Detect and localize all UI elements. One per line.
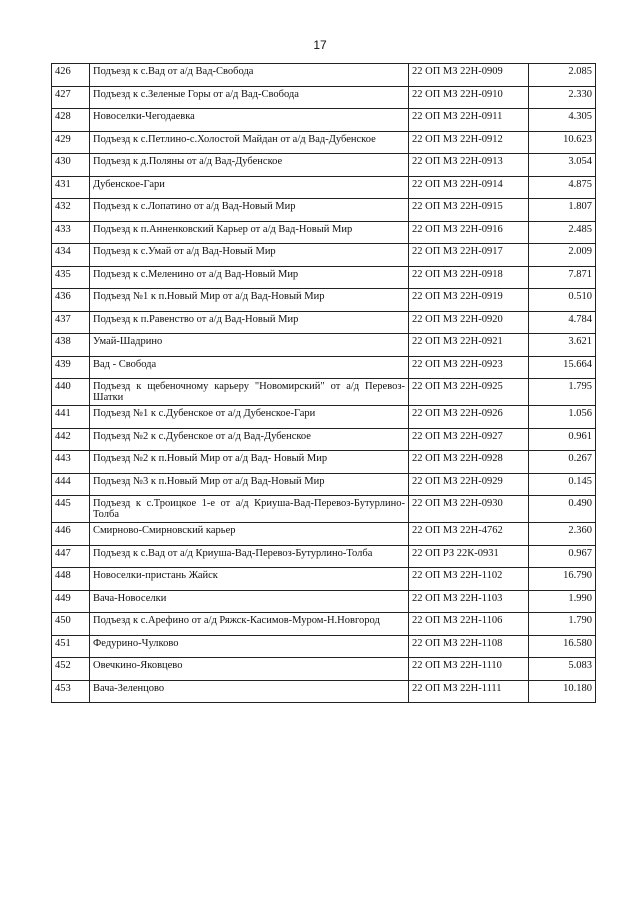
- table-row: [52, 613, 596, 636]
- road-length-cell: 2.330: [529, 86, 596, 109]
- road-length-cell: 15.664: [529, 356, 596, 379]
- table-row: [52, 473, 596, 496]
- road-code-cell: 22 ОП МЗ 22Н-0927: [409, 428, 529, 451]
- table-row: [52, 221, 596, 244]
- road-name-cell: Подъезд к с.Меленино от а/д Вад-Новый Мир: [90, 266, 409, 289]
- table-row: [52, 334, 596, 357]
- road-code-cell: 22 ОП МЗ 22Н-1110: [409, 658, 529, 681]
- table-row: [52, 428, 596, 451]
- row-number-cell: 440: [52, 379, 90, 406]
- row-number-cell: 441: [52, 406, 90, 429]
- row-number-cell: 443: [52, 451, 90, 474]
- road-name-cell: Новоселки-пристань Жайск: [90, 568, 409, 591]
- table-row: [52, 379, 596, 406]
- road-code-cell: 22 ОП МЗ 22Н-0925: [409, 379, 529, 406]
- road-name-cell: Подъезд №3 к п.Новый Мир от а/д Вад-Новый Мир: [90, 473, 409, 496]
- road-name-cell: Федурино-Чулково: [90, 635, 409, 658]
- table-row: [52, 590, 596, 613]
- road-name-cell: Вад - Свобода: [90, 356, 409, 379]
- road-name-cell: Подъезд №1 к с.Дубенское от а/д Дубенское-Гари: [90, 406, 409, 429]
- road-name-cell: Подъезд к п.Анненковский Карьер от а/д Вад-Новый Мир: [90, 221, 409, 244]
- road-length-cell: 3.054: [529, 154, 596, 177]
- row-number-cell: 429: [52, 131, 90, 154]
- road-name-cell: Умай-Шадрино: [90, 334, 409, 357]
- road-code-cell: 22 ОП МЗ 22Н-0910: [409, 86, 529, 109]
- table-row: [52, 658, 596, 681]
- road-code-cell: 22 ОП МЗ 22Н-0909: [409, 64, 529, 87]
- road-name-cell: Подъезд к с.Вад от а/д Вад-Свобода: [90, 64, 409, 87]
- road-name-cell: Подъезд к с.Умай от а/д Вад-Новый Мир: [90, 244, 409, 267]
- road-code-cell: 22 ОП МЗ 22Н-0919: [409, 289, 529, 312]
- road-code-cell: 22 ОП МЗ 22Н-0914: [409, 176, 529, 199]
- table-row: [52, 109, 596, 132]
- table-row: [52, 289, 596, 312]
- road-length-cell: 5.083: [529, 658, 596, 681]
- road-code-cell: 22 ОП МЗ 22Н-0921: [409, 334, 529, 357]
- road-name-cell: Новоселки-Чегодаевка: [90, 109, 409, 132]
- road-code-cell: 22 ОП МЗ 22Н-0917: [409, 244, 529, 267]
- road-length-cell: 16.790: [529, 568, 596, 591]
- table-row: [52, 64, 596, 87]
- road-length-cell: 0.267: [529, 451, 596, 474]
- road-code-cell: 22 ОП МЗ 22Н-0928: [409, 451, 529, 474]
- road-code-cell: 22 ОП МЗ 22Н-1106: [409, 613, 529, 636]
- row-number-cell: 439: [52, 356, 90, 379]
- road-length-cell: 0.145: [529, 473, 596, 496]
- road-name-cell: Подъезд к с.Лопатино от а/д Вад-Новый Мир: [90, 199, 409, 222]
- row-number-cell: 447: [52, 545, 90, 568]
- road-code-cell: 22 ОП МЗ 22Н-0911: [409, 109, 529, 132]
- row-number-cell: 428: [52, 109, 90, 132]
- row-number-cell: 453: [52, 680, 90, 703]
- road-length-cell: 2.485: [529, 221, 596, 244]
- road-name-cell: Подъезд №2 к с.Дубенское от а/д Вад-Дубенское: [90, 428, 409, 451]
- road-length-cell: 4.875: [529, 176, 596, 199]
- road-code-cell: 22 ОП МЗ 22Н-1103: [409, 590, 529, 613]
- table-row: [52, 311, 596, 334]
- road-name-cell: Вача-Зеленцово: [90, 680, 409, 703]
- road-length-cell: 10.180: [529, 680, 596, 703]
- road-length-cell: 3.621: [529, 334, 596, 357]
- road-name-cell: Овечкино-Яковцево: [90, 658, 409, 681]
- road-length-cell: 1.990: [529, 590, 596, 613]
- road-name-cell: Подъезд к п.Равенство от а/д Вад-Новый Мир: [90, 311, 409, 334]
- table-row: [52, 451, 596, 474]
- road-code-cell: 22 ОП РЗ 22К-0931: [409, 545, 529, 568]
- row-number-cell: 442: [52, 428, 90, 451]
- roads-table-body: [52, 64, 596, 703]
- road-length-cell: 4.784: [529, 311, 596, 334]
- road-name-cell: Подъезд к с.Вад от а/д Криуша-Вад-Перевоз-Бутурлино-Толба: [90, 545, 409, 568]
- road-name-cell: Подъезд к с.Петлино-с.Холостой Майдан от а/д Вад-Дубенское: [90, 131, 409, 154]
- row-number-cell: 450: [52, 613, 90, 636]
- road-code-cell: 22 ОП МЗ 22Н-0912: [409, 131, 529, 154]
- table-row: [52, 406, 596, 429]
- row-number-cell: 437: [52, 311, 90, 334]
- road-name-cell: Подъезд к щебеночному карьеру "Новомирский" от а/д Перевоз-Шатки: [90, 379, 409, 406]
- road-code-cell: 22 ОП МЗ 22Н-0926: [409, 406, 529, 429]
- road-code-cell: 22 ОП МЗ 22Н-0920: [409, 311, 529, 334]
- road-code-cell: 22 ОП МЗ 22Н-0929: [409, 473, 529, 496]
- table-row: [52, 266, 596, 289]
- row-number-cell: 446: [52, 523, 90, 546]
- road-name-cell: Дубенское-Гари: [90, 176, 409, 199]
- row-number-cell: 449: [52, 590, 90, 613]
- road-name-cell: Смирново-Смирновский карьер: [90, 523, 409, 546]
- road-code-cell: 22 ОП МЗ 22Н-1108: [409, 635, 529, 658]
- road-length-cell: 0.490: [529, 496, 596, 523]
- road-length-cell: 2.085: [529, 64, 596, 87]
- row-number-cell: 438: [52, 334, 90, 357]
- row-number-cell: 432: [52, 199, 90, 222]
- road-length-cell: 1.790: [529, 613, 596, 636]
- row-number-cell: 448: [52, 568, 90, 591]
- table-row: [52, 176, 596, 199]
- road-name-cell: Подъезд №1 к п.Новый Мир от а/д Вад-Новый Мир: [90, 289, 409, 312]
- road-name-cell: Подъезд к с.Зеленые Горы от а/д Вад-Свобода: [90, 86, 409, 109]
- road-name-cell: Подъезд к с.Троицкое 1-е от а/д Криуша-Вад-Перевоз-Бутурлино-Толба: [90, 496, 409, 523]
- row-number-cell: 435: [52, 266, 90, 289]
- road-code-cell: 22 ОП МЗ 22Н-0930: [409, 496, 529, 523]
- road-code-cell: 22 ОП МЗ 22Н-1111: [409, 680, 529, 703]
- row-number-cell: 451: [52, 635, 90, 658]
- table-row: [52, 680, 596, 703]
- road-code-cell: 22 ОП МЗ 22Н-0915: [409, 199, 529, 222]
- road-length-cell: 0.961: [529, 428, 596, 451]
- table-row: [52, 356, 596, 379]
- road-length-cell: 0.967: [529, 545, 596, 568]
- page-number: 17: [313, 38, 327, 52]
- road-length-cell: 1.056: [529, 406, 596, 429]
- row-number-cell: 433: [52, 221, 90, 244]
- row-number-cell: 445: [52, 496, 90, 523]
- road-length-cell: 2.360: [529, 523, 596, 546]
- table-row: [52, 496, 596, 523]
- table-row: [52, 244, 596, 267]
- table-row: [52, 199, 596, 222]
- row-number-cell: 434: [52, 244, 90, 267]
- road-code-cell: 22 ОП МЗ 22Н-0913: [409, 154, 529, 177]
- table-row: [52, 131, 596, 154]
- road-length-cell: 10.623: [529, 131, 596, 154]
- row-number-cell: 436: [52, 289, 90, 312]
- road-code-cell: 22 ОП МЗ 22Н-0916: [409, 221, 529, 244]
- road-name-cell: Подъезд к с.Арефино от а/д Ряжск-Касимов-Муром-Н.Новгород: [90, 613, 409, 636]
- road-length-cell: 2.009: [529, 244, 596, 267]
- row-number-cell: 452: [52, 658, 90, 681]
- road-code-cell: 22 ОП МЗ 22Н-4762: [409, 523, 529, 546]
- roads-table: [51, 63, 596, 703]
- road-code-cell: 22 ОП МЗ 22Н-0923: [409, 356, 529, 379]
- road-code-cell: 22 ОП МЗ 22Н-0918: [409, 266, 529, 289]
- row-number-cell: 444: [52, 473, 90, 496]
- table-row: [52, 635, 596, 658]
- row-number-cell: 431: [52, 176, 90, 199]
- table-row: [52, 568, 596, 591]
- road-code-cell: 22 ОП МЗ 22Н-1102: [409, 568, 529, 591]
- road-name-cell: Вача-Новоселки: [90, 590, 409, 613]
- road-length-cell: 4.305: [529, 109, 596, 132]
- road-length-cell: 1.795: [529, 379, 596, 406]
- road-name-cell: Подъезд №2 к п.Новый Мир от а/д Вад- Новый Мир: [90, 451, 409, 474]
- road-length-cell: 1.807: [529, 199, 596, 222]
- table-row: [52, 154, 596, 177]
- table-row: [52, 523, 596, 546]
- table-row: [52, 545, 596, 568]
- row-number-cell: 426: [52, 64, 90, 87]
- row-number-cell: 427: [52, 86, 90, 109]
- road-name-cell: Подъезд к д.Поляны от а/д Вад-Дубенское: [90, 154, 409, 177]
- row-number-cell: 430: [52, 154, 90, 177]
- table-row: [52, 86, 596, 109]
- road-length-cell: 7.871: [529, 266, 596, 289]
- road-length-cell: 0.510: [529, 289, 596, 312]
- road-length-cell: 16.580: [529, 635, 596, 658]
